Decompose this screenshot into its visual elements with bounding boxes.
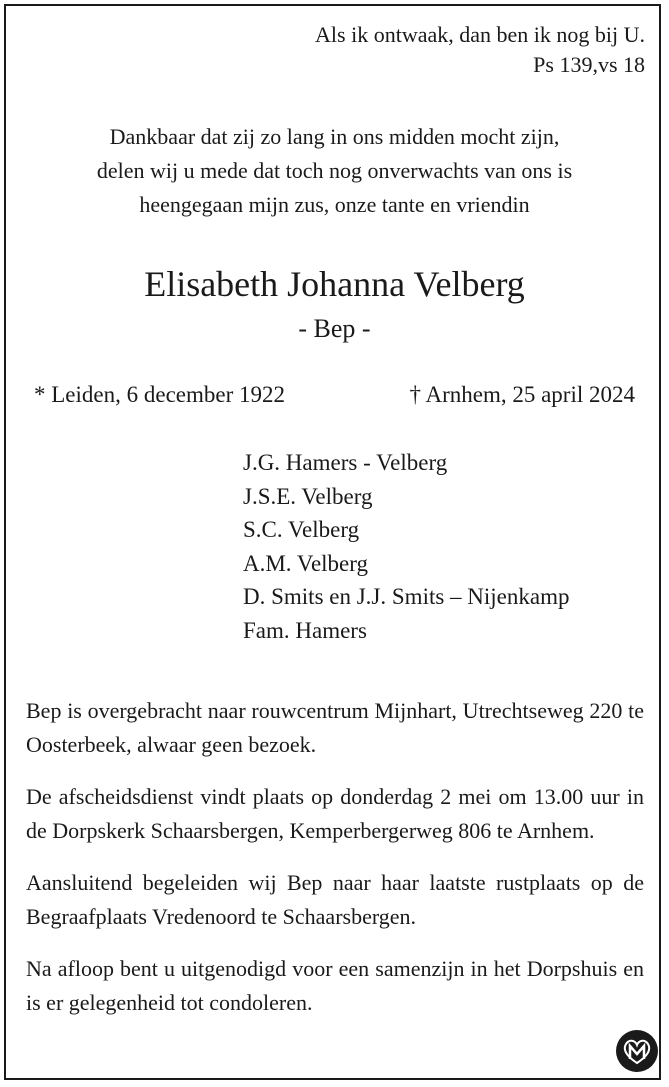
quote-text: Als ik ontwaak, dan ben ik nog bij U. <box>315 22 645 47</box>
intro-line: delen wij u mede dat toch nog onverwachts van ons is <box>96 158 573 183</box>
paragraph-condolences: Na afloop bent u uitgenodigd voor een samenzijn in het Dorpshuis en is er gelegenheid tot condoleren. <box>26 956 644 1015</box>
intro-line: heengegaan mijn zus, onze tante en vriendin <box>139 192 530 217</box>
paragraph-burial: Aansluitend begeleiden wij Bep naar haar laatste rustplaats op de Begraafplaats Vredenoord te Schaarsbergen. <box>26 870 644 929</box>
mourner-name: J.G. Hamers - Velberg <box>243 450 448 475</box>
paragraph-transfer: Bep is overgebracht naar rouwcentrum Mijnhart, Utrechtseweg 220 te Oosterbeek, alwaar geen bezoek. <box>26 698 644 757</box>
birth-date: * Leiden, 6 december 1922 <box>34 382 285 407</box>
death-date: † Arnhem, 25 april 2024 <box>409 382 635 407</box>
paragraph-service: De afscheidsdienst vindt plaats op donderdag 2 mei om 13.00 uur in de Dorpskerk Schaarsbergen, Kemperbergerweg 806 te Arnhem. <box>26 784 644 843</box>
mourner-name: D. Smits en J.J. Smits – Nijenkamp <box>243 584 570 609</box>
mourner-name: J.S.E. Velberg <box>243 483 373 509</box>
heart-logo-icon <box>615 1029 659 1073</box>
quote-reference: Ps 139,vs 18 <box>533 52 645 77</box>
deceased-nickname: - Bep - <box>298 314 371 343</box>
service-details <box>26 694 644 1038</box>
mourner-name: Fam. Hamers <box>243 617 367 643</box>
intro-line: Dankbaar dat zij zo lang in ons midden mocht zijn, <box>109 124 560 149</box>
intro-text <box>0 120 669 222</box>
psalm-quote <box>315 20 645 80</box>
deceased-name: Elisabeth Johanna Velberg <box>144 264 525 304</box>
mourner-name: S.C. Velberg <box>243 517 360 542</box>
mourner-name: A.M. Velberg <box>243 550 369 576</box>
mourners-list <box>243 446 570 647</box>
